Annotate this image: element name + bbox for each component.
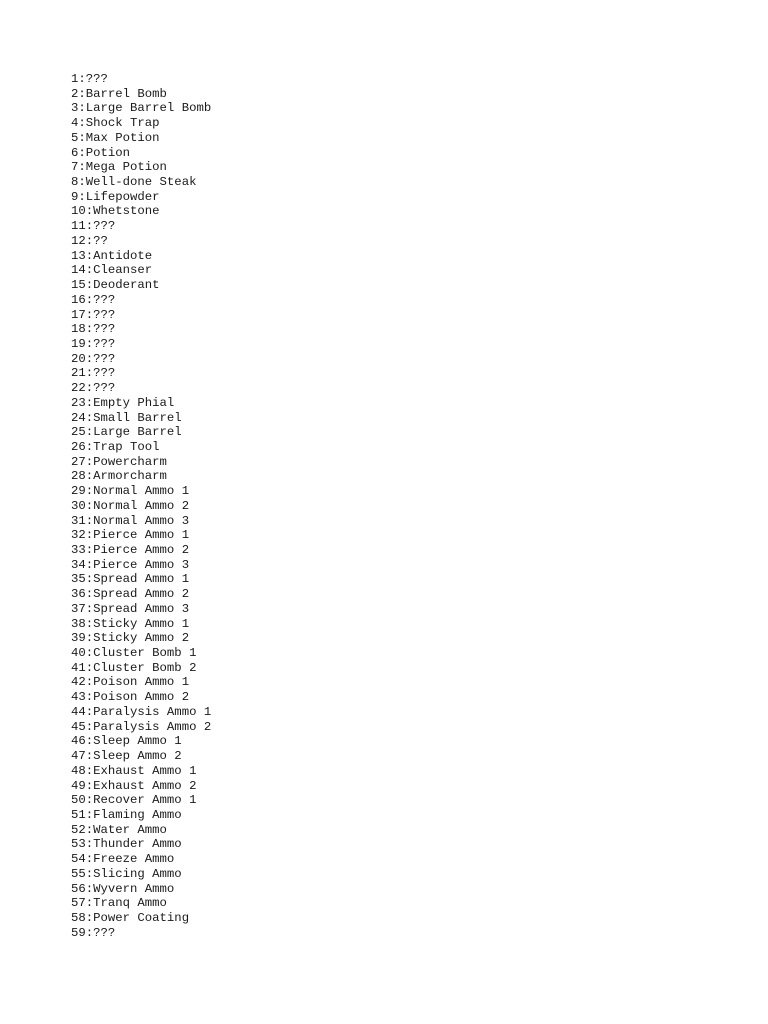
item-line: 52:Water Ammo [71,822,167,837]
item-line: 14:Cleanser [71,263,153,278]
item-line: 43:Poison Ammo 2 [71,690,190,705]
item-line: 42:Poison Ammo 1 [71,675,190,690]
item-line: 2:Barrel Bomb [71,86,167,101]
item-line: 32:Pierce Ammo 1 [71,528,190,543]
item-line: 9:Lifepowder [71,189,160,204]
item-line: 6:Potion [71,145,131,160]
item-line: 19:??? [71,336,116,351]
item-line: 29:Normal Ammo 1 [71,484,190,499]
item-line: 30:Normal Ammo 2 [71,498,190,513]
item-line: 13:Antidote [71,248,153,263]
item-line: 16:??? [71,292,116,307]
item-line: 17:??? [71,307,116,322]
item-line: 46:Sleep Ammo 1 [71,734,182,749]
item-line: 28:Armorcharm [71,469,167,484]
item-line: 4:Shock Trap [71,116,160,131]
item-line: 55:Slicing Ammo [71,866,182,881]
item-line: 18:??? [71,322,116,337]
item-line: 48:Exhaust Ammo 1 [71,763,197,778]
item-line: 3:Large Barrel Bomb [71,101,212,116]
item-line: 57:Tranq Ammo [71,896,167,911]
item-line: 45:Paralysis Ammo 2 [71,719,212,734]
item-line: 24:Small Barrel [71,410,182,425]
item-line: 36:Spread Ammo 2 [71,587,190,602]
item-line: 12:?? [71,233,108,248]
item-line: 44:Paralysis Ammo 1 [71,704,212,719]
item-line: 38:Sticky Ammo 1 [71,616,190,631]
item-line: 10:Whetstone [71,204,160,219]
item-line: 15:Deoderant [71,278,160,293]
item-list-document [71,72,211,940]
item-line: 21:??? [71,366,116,381]
item-line: 53:Thunder Ammo [71,837,182,852]
item-line: 1:??? [71,72,108,86]
item-line: 50:Recover Ammo 1 [71,793,197,808]
item-line: 58:Power Coating [71,910,190,925]
item-line: 37:Spread Ammo 3 [71,601,190,616]
item-line: 47:Sleep Ammo 2 [71,749,182,764]
item-line: 22:??? [71,381,116,396]
item-line: 11:??? [71,219,116,234]
item-line: 39:Sticky Ammo 2 [71,631,190,646]
item-line: 59:??? [71,925,116,940]
item-line: 34:Pierce Ammo 3 [71,557,190,572]
item-line: 20:??? [71,351,116,366]
item-line: 41:Cluster Bomb 2 [71,660,197,675]
item-line: 25:Large Barrel [71,425,182,440]
item-line: 8:Well-done Steak [71,175,197,190]
item-line: 23:Empty Phial [71,395,175,410]
item-line: 33:Pierce Ammo 2 [71,543,190,557]
item-line: 27:Powercharm [71,454,167,469]
item-line: 40:Cluster Bomb 1 [71,646,197,661]
item-line: 49:Exhaust Ammo 2 [71,778,197,793]
item-line: 54:Freeze Ammo [71,852,175,867]
item-line: 31:Normal Ammo 3 [71,513,190,528]
item-line: 5:Max Potion [71,130,160,145]
item-line: 51:Flaming Ammo [71,807,182,822]
item-line: 7:Mega Potion [71,160,167,175]
item-line: 35:Spread Ammo 1 [71,572,190,587]
item-line: 56:Wyvern Ammo [71,881,175,896]
item-line: 26:Trap Tool [71,439,160,454]
